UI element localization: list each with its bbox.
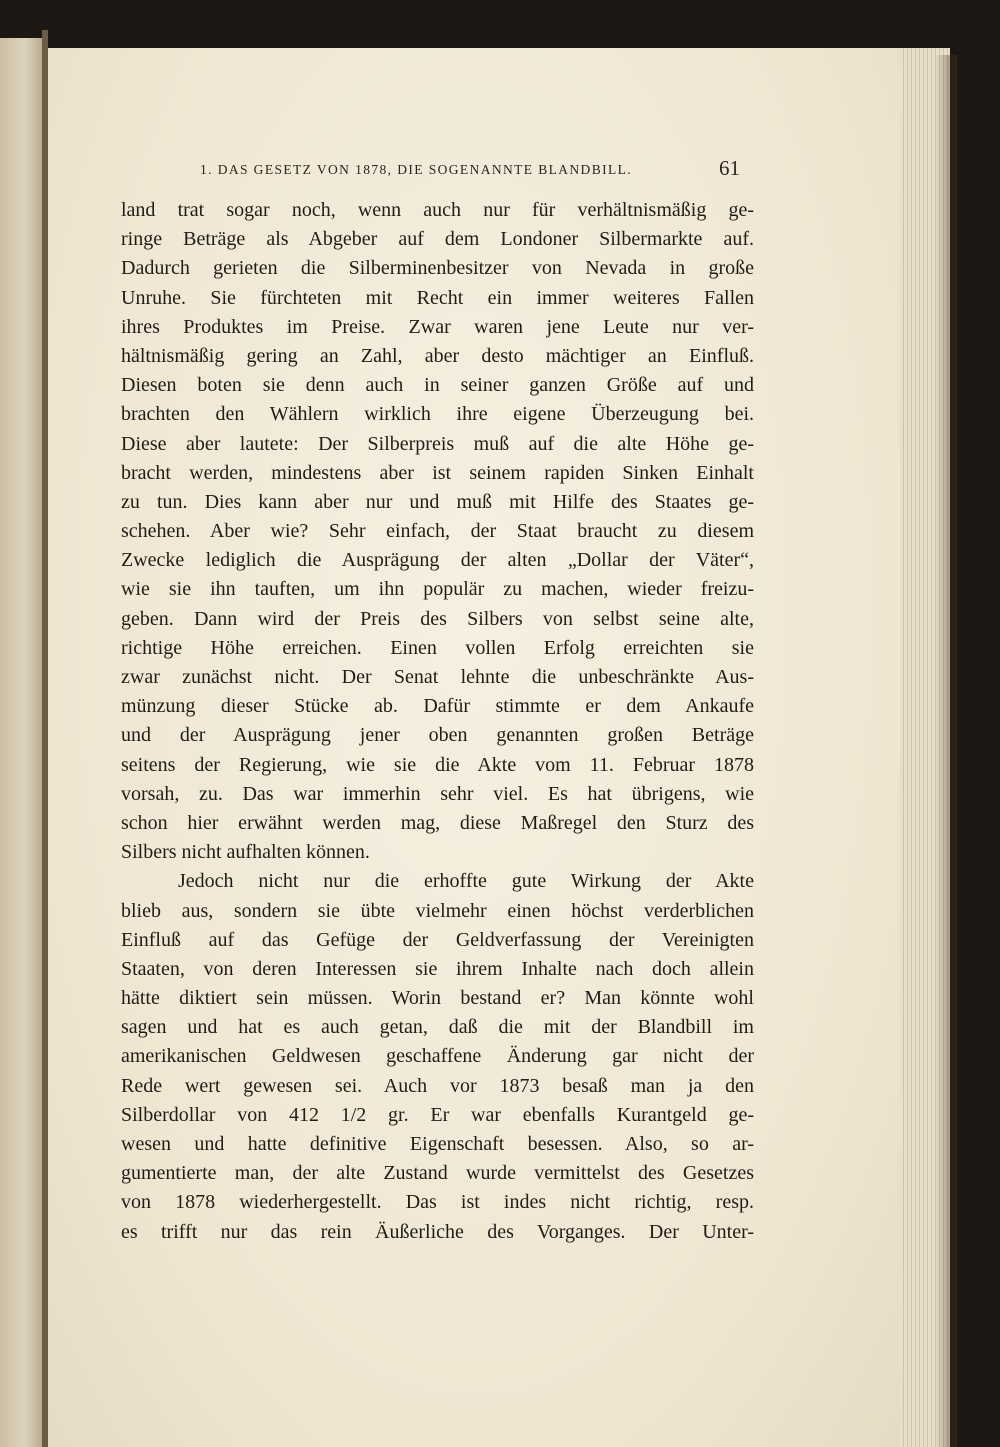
- text-line: amerikanischen Geldwesen geschaffene Änderung gar nicht der: [121, 1045, 754, 1068]
- text-line: hältnismäßig gering an Zahl, aber desto mächtiger an Einfluß.: [121, 344, 754, 367]
- text-line: vorsah, zu. Das war immerhin sehr viel. Es hat übrigens, wie: [121, 782, 754, 805]
- text-line: geben. Dann wird der Preis des Silbers von selbst seine alte,: [121, 607, 754, 630]
- page-edges-shadow: [935, 55, 957, 1447]
- text-line: land trat sogar noch, wenn auch nur für verhältnismäßig ge-: [121, 199, 754, 221]
- text-line: Silberdollar von 412 1/2 gr. Er war ebenfalls Kurantgeld ge-: [121, 1103, 754, 1126]
- text-line: schon hier erwähnt werden mag, diese Maßregel den Sturz des: [121, 811, 754, 834]
- text-line: wesen und hatte definitive Eigenschaft besessen. Also, so ar-: [121, 1133, 754, 1155]
- text-line: Staaten, von deren Interessen sie ihrem Inhalte nach doch allein: [121, 957, 754, 980]
- body-text: [121, 196, 754, 1247]
- text-line: zwar zunächst nicht. Der Senat lehnte die unbeschränkte Aus-: [121, 666, 754, 688]
- running-head: [170, 156, 740, 186]
- text-line: Einfluß auf das Gefüge der Geldverfassung der Vereinigten: [121, 928, 754, 951]
- text-line: Rede wert gewesen sei. Auch vor 1873 besaß man ja den: [121, 1074, 754, 1097]
- text-line: Silbers nicht aufhalten können.: [121, 841, 370, 864]
- text-line: wie sie ihn tauften, um ihn populär zu machen, wieder freizu-: [121, 578, 754, 601]
- text-line: Unruhe. Sie fürchteten mit Recht ein immer weiteres Fallen: [121, 286, 754, 309]
- text-line: ihres Produktes im Preise. Zwar waren jene Leute nur ver-: [121, 315, 754, 338]
- text-line: bracht werden, mindestens aber ist seinem rapiden Sinken Einhalt: [121, 461, 754, 484]
- text-line: seitens der Regierung, wie sie die Akte vom 11. Februar 1878: [121, 753, 754, 776]
- text-line: Zwecke lediglich die Ausprägung der alten „Dollar der Väter“,: [121, 549, 754, 572]
- text-line: gumentierte man, der alte Zustand wurde vermittelst des Gesetzes: [121, 1162, 754, 1185]
- text-line: ringe Beträge als Abgeber auf dem Londoner Silbermarkte auf.: [121, 228, 754, 251]
- running-head-title: 1. DAS GESETZ VON 1878, DIE SOGENANNTE BLANDBILL.: [200, 162, 633, 177]
- text-line: von 1878 wiederhergestellt. Das ist indes nicht richtig, resp.: [121, 1191, 754, 1214]
- facing-page-edge: [0, 38, 42, 1447]
- text-line: richtige Höhe erreichen. Einen vollen Erfolg erreichten sie: [121, 636, 754, 659]
- text-line: und der Ausprägung jener oben genannten großen Beträge: [121, 724, 754, 747]
- text-line: es trifft nur das rein Äußerliche des Vorganges. Der Unter-: [121, 1220, 754, 1243]
- text-line: blieb aus, sondern sie übte vielmehr einen höchst verderblichen: [121, 899, 754, 922]
- text-line: Dadurch gerieten die Silberminenbesitzer von Nevada in große: [121, 257, 754, 280]
- text-line: brachten den Wählern wirklich ihre eigene Überzeugung bei.: [121, 403, 754, 426]
- text-line: Diese aber lautete: Der Silberpreis muß auf die alte Höhe ge-: [121, 432, 754, 455]
- page-number: 61: [719, 156, 740, 180]
- text-line: sagen und hat es auch getan, daß die mit der Blandbill im: [121, 1016, 754, 1039]
- text-line: hätte diktiert sein müssen. Worin bestand er? Man könnte wohl: [121, 987, 754, 1010]
- text-line: münzung dieser Stücke ab. Dafür stimmte er dem Ankaufe: [121, 695, 754, 718]
- text-line: Jedoch nicht nur die erhoffte gute Wirkung der Akte: [178, 870, 754, 893]
- text-line: schehen. Aber wie? Sehr einfach, der Staat braucht zu diesem: [121, 520, 754, 543]
- text-line: zu tun. Dies kann aber nur und muß mit Hilfe des Staates ge-: [121, 490, 754, 513]
- text-line: Diesen boten sie denn auch in seiner ganzen Größe auf und: [121, 374, 754, 397]
